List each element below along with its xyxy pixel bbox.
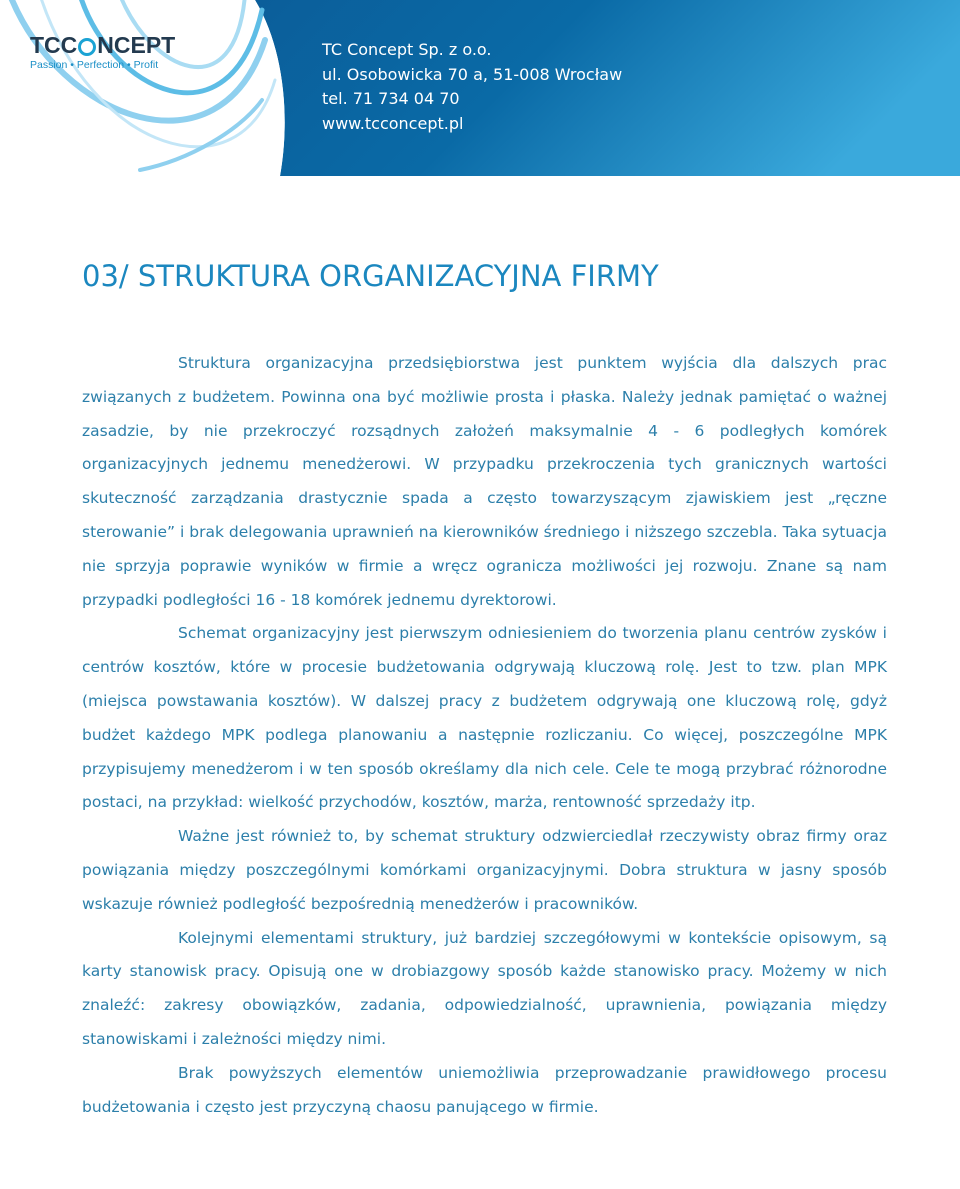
document-body <box>82 347 887 1124</box>
paragraph: Schemat organizacyjny jest pierwszym odniesieniem do tworzenia planu centrów zysków i centrów kosztów, które w procesie budżetowania odgrywają kluczową rolę. Jest to tzw. plan MPK (miejsca powstawania kosztów). W dalszej pracy z budżetem odgrywają one kluczową rolę, gdyż budżet każdego MPK podlega planowaniu a następnie rozliczaniu. Co więcej, poszczególne MPK przypisujemy menedżerom i w ten sposób określamy dla nich cele. Cele te mogą przybrać różnorodne postaci, na przykład: wielkość przychodów, kosztów, marża, rentowność sprzedaży itp. <box>82 624 887 812</box>
company-logo <box>30 33 180 73</box>
logo-wordmark: TCC NCEPT <box>30 32 176 58</box>
logo-tagline: Passion • Perfection • Profit <box>30 59 159 71</box>
company-website[interactable]: www.tcconcept.pl <box>322 113 464 133</box>
page-header <box>0 0 960 176</box>
paragraph: Brak powyższych elementów uniemożliwia przeprowadzanie prawidłowego procesu budżetowania i często jest przyczyną chaosu panującego w firmie. <box>82 1063 887 1116</box>
logo-ring-icon <box>78 38 96 56</box>
paragraph: Struktura organizacyjna przedsiębiorstwa jest punktem wyjścia dla dalszych prac związanych z budżetem. Powinna ona być możliwie prosta i płaska. Należy jednak pamiętać o ważnej zasadzie, by nie przekroczyć rozsądnych założeń maksymalnie 4 - 6 podległych komórek organizacyjnych jednemu menedżerowi. W przypadku przekroczenia tych granicznych wartości skuteczność zarządzania drastycznie spada a często towarzyszącym zjawiskiem jest „ręczne sterowanie” i brak delegowania uprawnień na kierowników średniego i niższego szczebla. Taka sytuacja nie sprzyja poprawie wyników w firmie a wręcz ogranicza możliwości jej rozwoju. Znane są nam przypadki podległości 16 - 18 komórek jednemu dyrektorowi. <box>82 354 887 609</box>
company-phone: tel. 71 734 04 70 <box>322 89 460 108</box>
company-contact <box>322 38 622 136</box>
company-address: ul. Osobowicka 70 a, 51-008 Wrocław <box>322 64 623 84</box>
paragraph: Ważne jest również to, by schemat struktury odzwierciedlał rzeczywisty obraz firmy oraz powiązania między poszczególnymi komórkami organizacyjnymi. Dobra struktura w jasny sposób wskazuje również podległość bezpośrednią menedżerów i pracowników. <box>82 827 887 913</box>
page-title: 03/ STRUKTURA ORGANIZACYJNA FIRMY <box>82 259 659 293</box>
company-name: TC Concept Sp. z o.o. <box>322 40 492 59</box>
paragraph: Kolejnymi elementami struktury, już bardziej szczegółowymi w kontekście opisowym, są karty stanowisk pracy. Opisują one w drobiazgowy sposób każde stanowisko pracy. Możemy w nich znaleźć: zakresy obowiązków, zadania, odpowiedzialność, uprawnienia, powiązania między stanowiskami i zależności między nimi. <box>82 928 887 1048</box>
